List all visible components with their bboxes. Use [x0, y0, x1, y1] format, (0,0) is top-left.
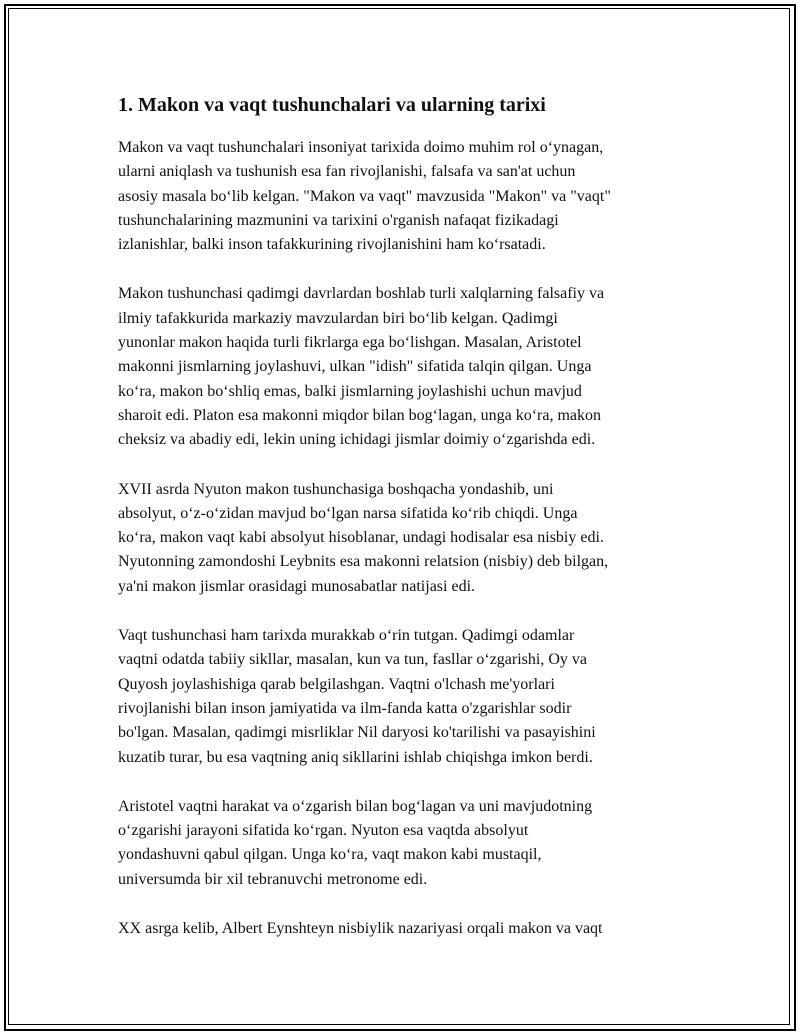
text-line: izlanishlar, balki inson tafakkurining rivojlanishini ham ko‘rsatadi. — [118, 236, 546, 254]
text-line: universumda bir xil tebranuvchi metronome edi. — [118, 870, 428, 888]
text-line: Makon va vaqt tushunchalari insoniyat tarixida doimo muhim rol o‘ynagan, — [118, 139, 604, 156]
text-line: rivojlanishi bilan inson jamiyatida va ilm-fanda katta o'zgarishlar sodir — [118, 699, 572, 717]
text-line: makonni jismlarning joylashuvi, ulkan "idish" sifatida talqin qilgan. Unga — [118, 358, 592, 376]
text-line: ko‘ra, makon bo‘shliq emas, balki jismlarning joylashishi uchun mavjud — [118, 382, 582, 400]
text-line: yondashuvni qabul qilgan. Unga ko‘ra, vaqt makon kabi mustaqil, — [118, 846, 542, 864]
text-line: ularni aniqlash va tushunish esa fan rivojlanishi, falsafa va san'at uchun — [118, 163, 576, 181]
text-line: ilmiy tafakkurida markaziy mavzulardan biri bo‘lib kelgan. Qadimgi — [118, 309, 558, 327]
text-line: ya'ni makon jismlar orasidagi munosabatlar natijasi edi. — [118, 577, 476, 595]
body-paragraph — [118, 136, 688, 257]
text-line: XX asrga kelib, Albert Eynshteyn nisbiylik nazariyasi orqali makon va vaqt — [118, 920, 603, 938]
body-paragraph — [118, 282, 688, 452]
document-body — [118, 92, 688, 966]
body-paragraph — [118, 624, 688, 770]
text-line: absolyut, o‘z-o‘zidan mavjud bo‘lgan narsa sifatida ko‘rib chiqdi. Unga — [118, 504, 578, 522]
section-heading: 1. Makon va vaqt tushunchalari va ularning tarixi — [118, 94, 546, 116]
text-line: vaqtni odatda tabiiy sikllar, masalan, kun va tun, fasllar o‘zgarishi, Oy va — [118, 651, 588, 669]
body-paragraph — [118, 917, 688, 941]
text-line: bo'lgan. Masalan, qadimgi misrliklar Nil daryosi ko'tarilishi va pasayishini — [118, 724, 596, 742]
body-paragraph — [118, 478, 688, 599]
text-line: yunonlar makon haqida turli fikrlarga ega bo‘lishgan. Masalan, Aristotel — [118, 334, 582, 352]
text-line: o‘zgarishi jarayoni sifatida ko‘rgan. Nyuton esa vaqtda absolyut — [118, 822, 529, 840]
text-line: Makon tushunchasi qadimgi davrlardan boshlab turli xalqlarning falsafiy va — [118, 285, 605, 303]
text-line: Quyosh joylashishiga qarab belgilashgan. Vaqtni o'lchash me'yorlari — [118, 675, 555, 693]
text-line: kuzatib turar, bu esa vaqtning aniq sikllarini ishlab chiqishga imkon berdi. — [118, 748, 593, 766]
text-line: Vaqt tushunchasi ham tarixda murakkab o‘rin tutgan. Qadimgi odamlar — [118, 627, 575, 645]
text-line: asosiy masala bo‘lib kelgan. "Makon va vaqt" mavzusida "Makon" va "vaqt" — [118, 187, 611, 205]
text-line: sharoit edi. Platon esa makonni miqdor bilan bog‘lagan, unga ko‘ra, makon — [118, 406, 601, 424]
text-line: tushunchalarining mazmunini va tarixini o'rganish nafaqat fizikadagi — [118, 211, 559, 229]
text-line: Nyutonning zamondoshi Leybnits esa makonni relatsion (nisbiy) deb bilgan, — [118, 553, 609, 571]
text-line: XVII asrda Nyuton makon tushunchasiga boshqacha yondashib, uni — [118, 480, 554, 498]
paragraph-container — [118, 136, 688, 941]
body-paragraph — [118, 795, 688, 892]
text-line: Aristotel vaqtni harakat va o‘zgarish bilan bog‘lagan va uni mavjudotning — [118, 797, 593, 815]
text-line: cheksiz va abadiy edi, lekin uning ichidagi jismlar doimiy o‘zgarishda edi. — [118, 431, 596, 449]
text-line: ko‘ra, makon vaqt kabi absolyut hisoblanar, undagi hodisalar esa nisbiy edi. — [118, 529, 604, 547]
